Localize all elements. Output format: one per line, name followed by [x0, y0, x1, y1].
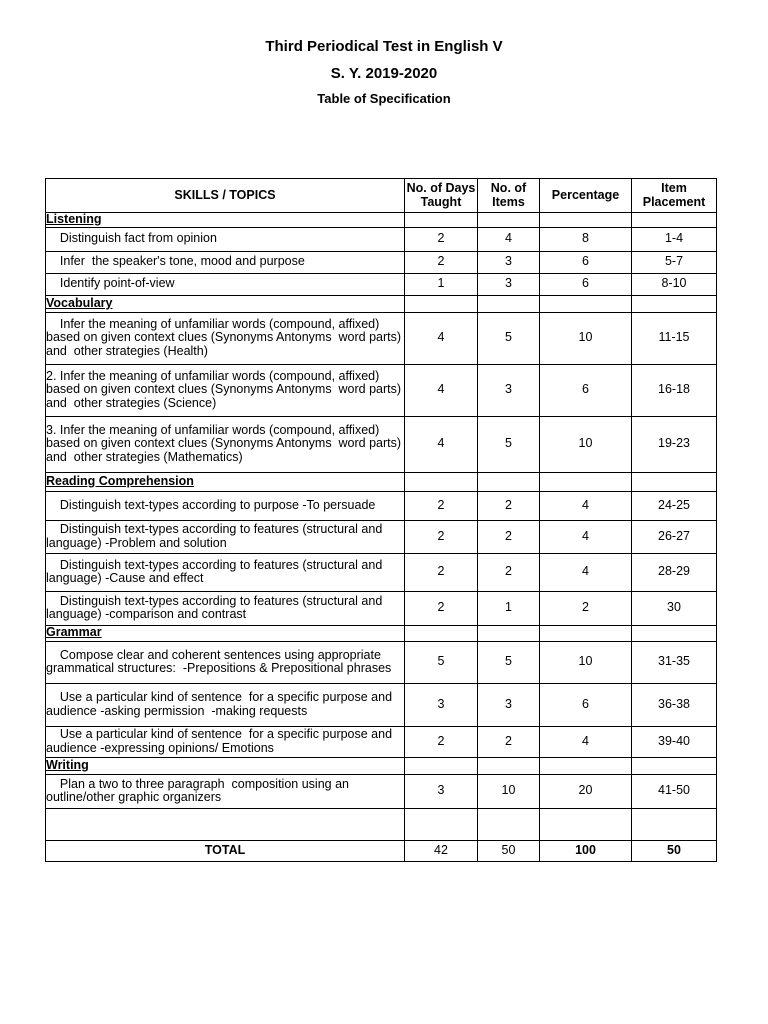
empty-cell [405, 757, 478, 774]
placement-cell: 24-25 [632, 491, 717, 520]
section-row [46, 757, 717, 774]
items-cell: 3 [478, 251, 540, 273]
section-row [46, 472, 717, 491]
empty-cell [478, 472, 540, 491]
skill-cell: Identify point-of-view [46, 273, 405, 295]
items-cell: 3 [478, 364, 540, 416]
empty-cell [478, 808, 540, 840]
table-row [46, 553, 717, 591]
items-cell: 2 [478, 520, 540, 553]
percentage-cell: 4 [540, 520, 632, 553]
days-cell: 4 [405, 416, 478, 472]
header-item-placement: Item Placement [632, 179, 717, 213]
days-cell: 4 [405, 364, 478, 416]
placement-cell: 39-40 [632, 726, 717, 757]
document-subtitle: Table of Specification [317, 91, 451, 106]
percentage-cell: 10 [540, 416, 632, 472]
days-cell: 4 [405, 312, 478, 364]
percentage-cell: 6 [540, 683, 632, 726]
blank-row [46, 808, 717, 840]
empty-cell [478, 625, 540, 641]
items-cell: 3 [478, 683, 540, 726]
placement-cell: 19-23 [632, 416, 717, 472]
section-label: Writing [46, 757, 405, 774]
items-cell: 3 [478, 273, 540, 295]
percentage-cell: 10 [540, 312, 632, 364]
skill-cell: Use a particular kind of sentence for a specific purpose and audience -expressing opinions/ Emotions [46, 726, 405, 757]
skill-cell: Infer the meaning of unfamiliar words (compound, affixed) based on given context clues (Synonyms Antonyms word parts) and other strategies (Health) [46, 312, 405, 364]
percentage-cell: 6 [540, 273, 632, 295]
table-row [46, 726, 717, 757]
placement-cell: 36-38 [632, 683, 717, 726]
document-title: Third Periodical Test in English V [265, 38, 503, 55]
empty-cell [632, 295, 717, 312]
empty-cell [540, 295, 632, 312]
skill-cell: 3. Infer the meaning of unfamiliar words (compound, affixed) based on given context clues (Synonyms Antonyms word parts) and other strategies (Mathematics) [46, 416, 405, 472]
skill-cell: Distinguish text-types according to purpose -To persuade [46, 491, 405, 520]
placement-cell: 31-35 [632, 641, 717, 683]
table-row [46, 251, 717, 273]
header-days-taught: No. of Days Taught [405, 179, 478, 213]
section-label: Grammar [46, 625, 405, 641]
skill-cell: Distinguish text-types according to features (structural and language) -Problem and solution [46, 520, 405, 553]
placement-cell: 41-50 [632, 774, 717, 808]
skill-cell: Plan a two to three paragraph composition using an outline/other graphic organizers [46, 774, 405, 808]
table-header-row [46, 179, 717, 213]
placement-cell: 11-15 [632, 312, 717, 364]
items-cell: 2 [478, 726, 540, 757]
placement-cell: 16-18 [632, 364, 717, 416]
percentage-cell: 2 [540, 591, 632, 625]
empty-cell [632, 625, 717, 641]
skill-cell: Infer the speaker's tone, mood and purpose [46, 251, 405, 273]
placement-cell: 28-29 [632, 553, 717, 591]
empty-cell [405, 295, 478, 312]
days-cell: 2 [405, 491, 478, 520]
empty-cell [632, 808, 717, 840]
items-cell: 1 [478, 591, 540, 625]
empty-cell [540, 757, 632, 774]
skill-cell: Distinguish text-types according to features (structural and language) -comparison and contrast [46, 591, 405, 625]
table-row [46, 312, 717, 364]
table-row [46, 683, 717, 726]
header-items: No. of Items [478, 179, 540, 213]
total-percentage: 100 [540, 840, 632, 861]
section-row [46, 213, 717, 228]
items-cell: 4 [478, 227, 540, 251]
table-row [46, 416, 717, 472]
total-items: 50 [478, 840, 540, 861]
placement-cell: 8-10 [632, 273, 717, 295]
days-cell: 3 [405, 774, 478, 808]
items-cell: 10 [478, 774, 540, 808]
empty-cell [540, 213, 632, 228]
empty-cell [632, 213, 717, 228]
days-cell: 2 [405, 726, 478, 757]
empty-cell [405, 472, 478, 491]
total-row [46, 840, 717, 861]
percentage-cell: 8 [540, 227, 632, 251]
days-cell: 2 [405, 553, 478, 591]
percentage-cell: 20 [540, 774, 632, 808]
empty-cell [405, 213, 478, 228]
section-label: Reading Comprehension [46, 472, 405, 491]
empty-cell [405, 808, 478, 840]
table-row [46, 641, 717, 683]
section-row [46, 625, 717, 641]
empty-cell [405, 625, 478, 641]
items-cell: 5 [478, 641, 540, 683]
percentage-cell: 10 [540, 641, 632, 683]
school-year: S. Y. 2019-2020 [330, 65, 438, 82]
header-percentage: Percentage [540, 179, 632, 213]
days-cell: 5 [405, 641, 478, 683]
total-placement: 50 [632, 840, 717, 861]
percentage-cell: 4 [540, 553, 632, 591]
total-days: 42 [405, 840, 478, 861]
days-cell: 2 [405, 227, 478, 251]
days-cell: 2 [405, 520, 478, 553]
skill-cell: Use a particular kind of sentence for a specific purpose and audience -asking permission -making requests [46, 683, 405, 726]
skill-cell: 2. Infer the meaning of unfamiliar words (compound, affixed) based on given context clues (Synonyms Antonyms word parts) and other strategies (Science) [46, 364, 405, 416]
table-row [46, 591, 717, 625]
skill-cell: Compose clear and coherent sentences using appropriate grammatical structures: -Prepositions & Prepositional phrases [46, 641, 405, 683]
section-label: Listening [46, 213, 405, 228]
empty-cell [632, 472, 717, 491]
empty-cell [632, 757, 717, 774]
days-cell: 1 [405, 273, 478, 295]
percentage-cell: 6 [540, 364, 632, 416]
placement-cell: 1-4 [632, 227, 717, 251]
specification-table [45, 178, 717, 862]
items-cell: 2 [478, 553, 540, 591]
placement-cell: 26-27 [632, 520, 717, 553]
items-cell: 2 [478, 491, 540, 520]
skill-cell: Distinguish text-types according to features (structural and language) -Cause and effect [46, 553, 405, 591]
empty-cell [478, 213, 540, 228]
section-row [46, 295, 717, 312]
empty-cell [540, 808, 632, 840]
items-cell: 5 [478, 416, 540, 472]
days-cell: 2 [405, 591, 478, 625]
days-cell: 2 [405, 251, 478, 273]
percentage-cell: 4 [540, 491, 632, 520]
placement-cell: 30 [632, 591, 717, 625]
table-body [46, 213, 717, 841]
placement-cell: 5-7 [632, 251, 717, 273]
table-row [46, 273, 717, 295]
empty-cell [478, 295, 540, 312]
percentage-cell: 4 [540, 726, 632, 757]
empty-cell [478, 757, 540, 774]
table-row [46, 520, 717, 553]
skill-cell: Distinguish fact from opinion [46, 227, 405, 251]
empty-cell [46, 808, 405, 840]
table-row [46, 491, 717, 520]
table-row [46, 227, 717, 251]
total-label: TOTAL [46, 840, 405, 861]
empty-cell [540, 472, 632, 491]
table-row [46, 774, 717, 808]
table-row [46, 364, 717, 416]
items-cell: 5 [478, 312, 540, 364]
empty-cell [540, 625, 632, 641]
section-label: Vocabulary [46, 295, 405, 312]
days-cell: 3 [405, 683, 478, 726]
header-skills: SKILLS / TOPICS [46, 179, 405, 213]
percentage-cell: 6 [540, 251, 632, 273]
